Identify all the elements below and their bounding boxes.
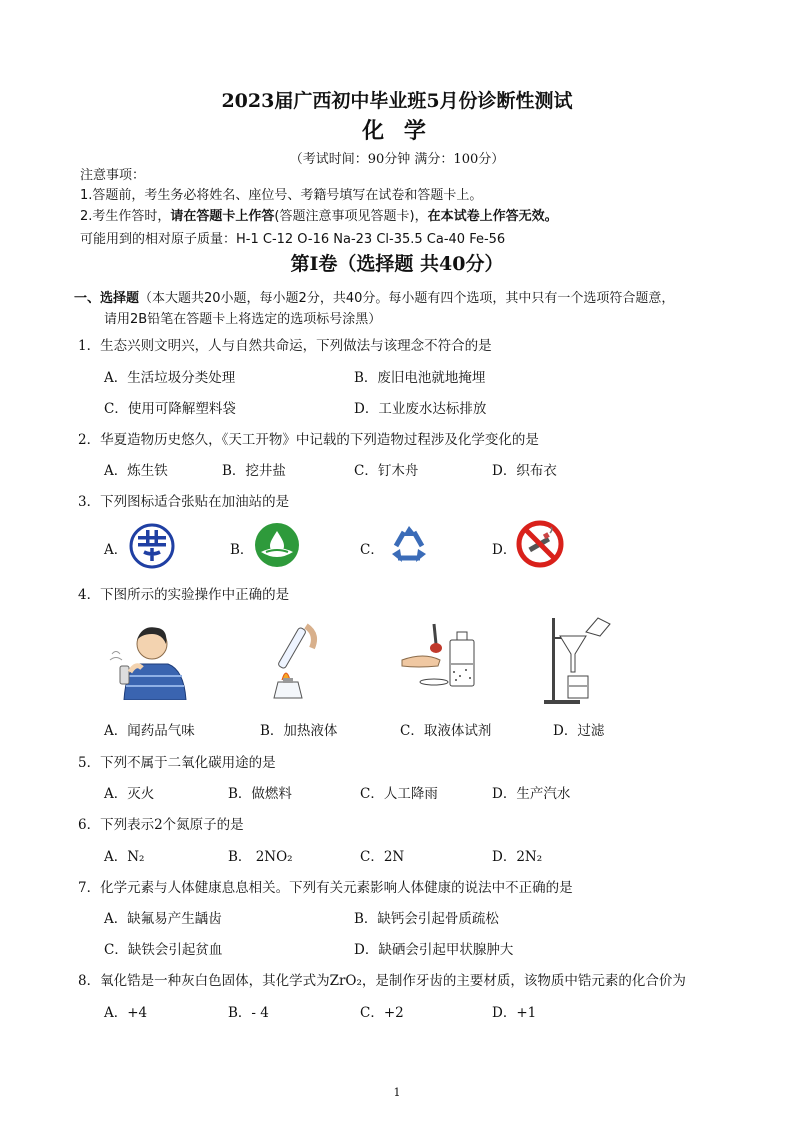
question-5-stem: 5．下列不属于二氧化碳用途的是 <box>78 755 276 771</box>
question-1-option-c: C．使用可降解塑料袋 <box>104 401 236 417</box>
section-instruction-1 <box>74 287 674 306</box>
heating-liquid-illustration <box>264 620 326 702</box>
subject-title: 化 学 <box>362 118 432 144</box>
question-6-option-c: C．2N <box>360 849 405 865</box>
filtration-illustration <box>540 614 614 706</box>
notes-item-2-c: (答题注意事项见答题卡)， <box>274 209 428 224</box>
question-4-option-c: C．取液体试剂 <box>400 723 492 739</box>
question-4-option-a: A．闻药品气味 <box>104 723 195 739</box>
question-3-option-d: D． <box>492 542 517 558</box>
taking-liquid-reagent-illustration <box>394 620 480 698</box>
question-4-option-b: B．加热液体 <box>260 723 338 739</box>
notes-item-2-b: 请在答题卡上作答 <box>170 209 275 224</box>
question-7-option-b: B．缺钙会引起骨质疏松 <box>354 911 499 927</box>
water-saving-sign-icon <box>129 523 175 569</box>
question-4-option-d: D．过滤 <box>553 723 605 739</box>
question-2-option-d: D．织布衣 <box>492 463 557 479</box>
atomic-mass-line: 可能用到的相对原子质量：H-1 C-12 O-16 Na-23 Cl-35.5 Ca-40 Fe-56 <box>80 232 506 247</box>
notes-heading: 注意事项： <box>80 168 146 183</box>
question-1-option-d: D．工业废水达标排放 <box>354 401 487 417</box>
notes-item-1: 1.答题前，考生务必将姓名、座位号、考籍号填写在试卷和答题卡上。 <box>80 188 483 203</box>
question-7-option-a: A．缺氟易产生龋齿 <box>104 911 222 927</box>
page-number: 1 <box>393 1086 401 1099</box>
question-1-option-b: B．废旧电池就地掩埋 <box>354 370 486 386</box>
question-3-option-b: B． <box>230 542 254 558</box>
exam-info: （考试时间：90分钟 满分：100分） <box>289 152 505 167</box>
question-6-stem: 6．下列表示2个氮原子的是 <box>78 817 244 833</box>
question-5-option-a: A．灭火 <box>104 786 155 802</box>
part-label: 一、选择题 <box>74 291 140 306</box>
question-7-option-c: C．缺铁会引起贫血 <box>104 942 223 958</box>
question-8-option-b: B．- 4 <box>228 1005 269 1021</box>
question-5-option-c: C．人工降雨 <box>360 786 438 802</box>
question-6-option-a: A．N₂ <box>104 849 145 865</box>
section-title: 第Ⅰ卷（选择题 共40分） <box>290 253 504 275</box>
question-3-option-a: A． <box>104 542 128 558</box>
question-8-option-d: D．+1 <box>492 1005 537 1021</box>
section-instruction-2: 请用2B铅笔在答题卡上将选定的选项标号涂黑） <box>104 312 382 327</box>
water-conservation-sign-icon <box>254 522 300 568</box>
notes-item-2-d: 在本试卷上作答无效。 <box>427 209 558 224</box>
exam-title: 2023届广西初中毕业班5月份诊断性测试 <box>221 90 573 112</box>
question-6-option-b: B． 2NO₂ <box>228 849 293 865</box>
question-3-option-c: C． <box>360 542 384 558</box>
question-5-option-b: B．做燃料 <box>228 786 292 802</box>
question-8-option-a: A．+4 <box>104 1005 148 1021</box>
question-8-option-c: C．+2 <box>360 1005 404 1021</box>
question-4-stem: 4．下图所示的实验操作中正确的是 <box>78 587 290 603</box>
question-7-stem: 7．化学元素与人体健康息息相关。下列有关元素影响人体健康的说法中不正确的是 <box>78 880 573 896</box>
question-7-option-d: D．缺硒会引起甲状腺肿大 <box>354 942 514 958</box>
question-1-stem: 1．生态兴则文明兴，人与自然共命运，下列做法与该理念不符合的是 <box>78 338 492 354</box>
question-2-option-a: A．炼生铁 <box>104 463 168 479</box>
question-8-stem: 8．氧化锆是一种灰白色固体，其化学式为ZrO₂，是制作牙齿的主要材质，该物质中锆元素的化合价为 <box>78 973 686 989</box>
notes-item-2 <box>80 205 558 224</box>
no-smoking-sign-icon <box>516 520 564 568</box>
notes-item-2-a: 2.考生作答时， <box>80 209 171 224</box>
smelling-chemical-illustration <box>106 614 188 700</box>
question-2-option-b: B．挖井盐 <box>222 463 286 479</box>
question-2-stem: 2．华夏造物历史悠久，《天工开物》中记载的下列造物过程涉及化学变化的是 <box>78 432 539 448</box>
question-5-option-d: D．生产汽水 <box>492 786 571 802</box>
question-2-option-c: C．钉木舟 <box>354 463 419 479</box>
question-6-option-d: D．2N₂ <box>492 849 543 865</box>
instruction-text-1: （本大题共20小题，每小题2分，共40分。每小题有四个选项，其中只有一个选项符合题意， <box>139 291 675 306</box>
question-1-option-a: A．生活垃圾分类处理 <box>104 370 236 386</box>
question-3-stem: 3．下列图标适合张贴在加油站的是 <box>78 494 290 510</box>
recycling-sign-icon <box>386 522 432 568</box>
